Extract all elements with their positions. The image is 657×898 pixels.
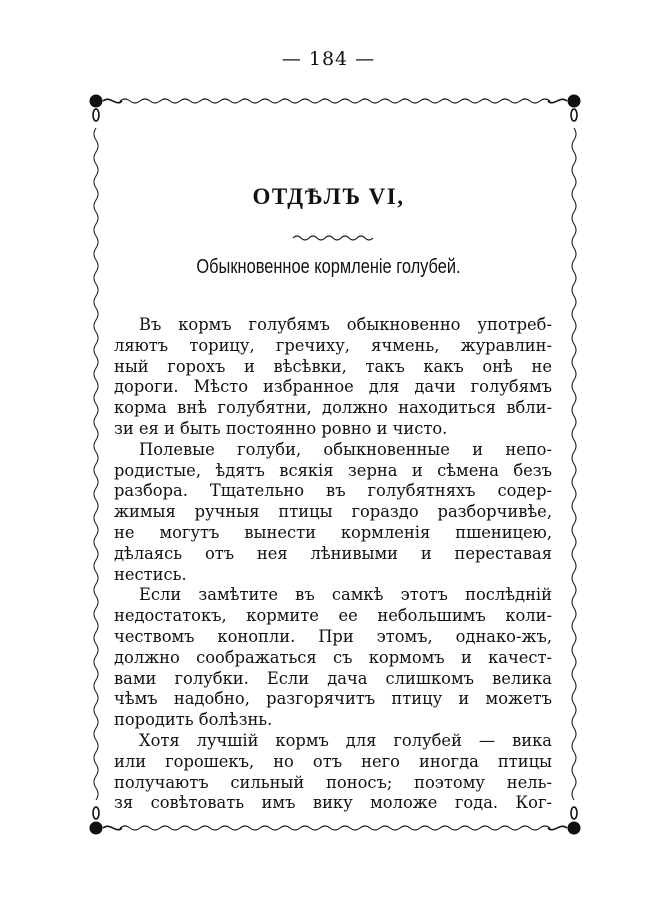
border-left-line: [94, 128, 98, 800]
text-line: корма внѣ голубятни, должно находиться вбли-: [114, 398, 552, 418]
text-line: породить болѣзнь.: [114, 710, 273, 730]
border-bottom-line: [120, 826, 550, 830]
text-line: Полевые голуби, обыкновенные и непо-: [139, 439, 552, 459]
text-line: должно соображаться съ кормомъ и качест-: [114, 647, 552, 667]
text-line: нестись.: [114, 564, 187, 584]
text-line: зи ея и быть постоянно ровно и чисто.: [114, 418, 448, 438]
text-line: получаютъ сильный поносъ; поэтому нель-: [114, 772, 552, 792]
subtitle: Обыкновенное кормленіе голубей.: [196, 256, 461, 278]
page-number: — 184 —: [281, 48, 376, 70]
text-line: ный горохъ и вѣсѣвки, такъ какъ онѣ не: [114, 356, 552, 376]
text-line: чествомъ конопли. При этомъ, однако-жъ,: [114, 626, 552, 646]
text-line: Въ кормъ голубямъ обыкновенно употреб-: [139, 315, 552, 334]
text-line: Хотя лучшій кормъ для голубей — вика: [139, 730, 552, 750]
text-line: дороги. Мѣсто избранное для дачи голубямъ: [114, 377, 552, 397]
corner-ornament-bottom-right: [548, 807, 580, 834]
text-line: не могутъ вынести кормленія пшеницею,: [114, 522, 552, 542]
section-title: ОТДѢЛЪ VI,: [252, 184, 405, 209]
body-text: [114, 315, 552, 814]
title-divider: [293, 236, 373, 240]
text-line: вами голубки. Если дача слишкомъ велика: [114, 668, 552, 688]
border-right-line: [572, 128, 576, 800]
corner-ornament-top-left: [90, 95, 122, 121]
text-line: дѣлаясь отъ нея лѣнивыми и переставая: [114, 543, 552, 563]
text-line: зя совѣтовать имъ вику моложе года. Ког-: [114, 793, 552, 813]
text-line: жимыя ручныя птицы гораздо разборчивѣе,: [114, 502, 552, 522]
text-line: родистые, ѣдятъ всякія зерна и сѣмена безъ: [114, 460, 552, 480]
text-line: ляютъ торицу, гречиху, ячмень, журавлин-: [114, 335, 552, 355]
text-line: Если замѣтите въ самкѣ этотъ послѣдній: [139, 585, 552, 605]
border-top-line: [120, 99, 550, 103]
text-line: или горошекъ, но отъ него иногда птицы: [114, 751, 552, 771]
text-line: недостатокъ, кормите ее небольшимъ коли-: [114, 606, 552, 626]
text-line: чѣмъ надобно, разгорячитъ птицу и можетъ: [114, 689, 552, 709]
text-line: разбора. Тщательно въ голубятняхъ содер-: [114, 481, 552, 501]
corner-ornament-top-right: [548, 95, 580, 121]
